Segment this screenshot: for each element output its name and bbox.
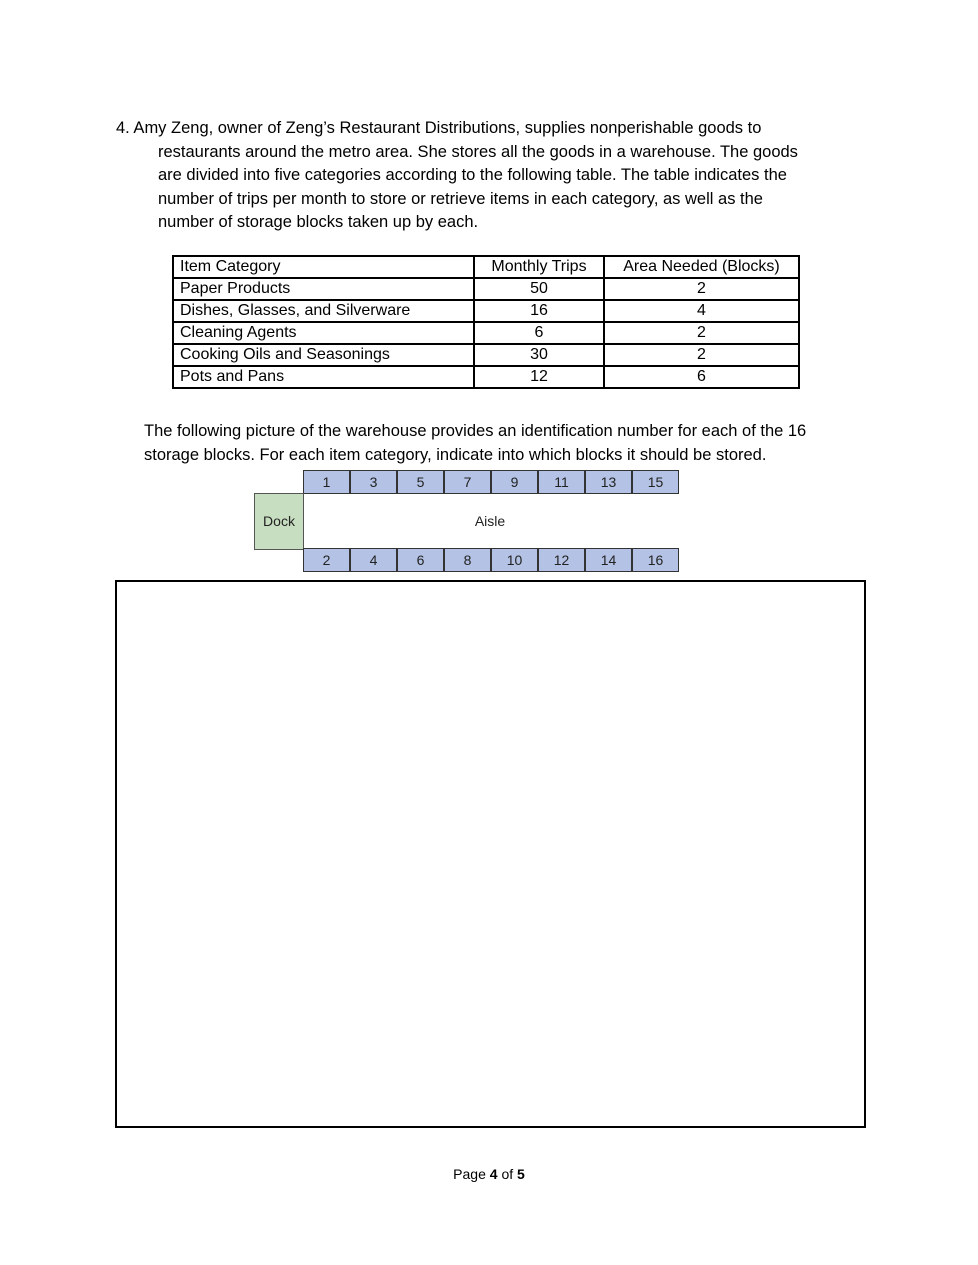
question-text bbox=[116, 117, 846, 235]
table-header-row bbox=[173, 256, 799, 278]
question-line: restaurants around the metro area. She stores all the goods in a warehouse. The goods bbox=[158, 142, 798, 161]
page-footer bbox=[0, 1166, 978, 1182]
table-row bbox=[173, 366, 799, 388]
table-header-cell: Area Needed (Blocks) bbox=[604, 256, 799, 278]
table-row bbox=[173, 278, 799, 300]
instructions-line: storage blocks. For each item category, indicate into which blocks it should be stored. bbox=[144, 445, 767, 464]
table-row bbox=[173, 344, 799, 366]
storage-block: 10 bbox=[491, 548, 538, 572]
table-cell: 2 bbox=[604, 278, 799, 300]
question-line: are divided into five categories according to the following table. The table indicates the bbox=[158, 166, 787, 184]
table-cell: 6 bbox=[474, 322, 604, 344]
question-line: number of storage blocks taken up by each. bbox=[158, 213, 479, 231]
total-pages: 5 bbox=[517, 1166, 525, 1182]
question-line: number of trips per month to store or retrieve items in each category, as well as the bbox=[158, 189, 763, 208]
storage-block: 9 bbox=[491, 470, 538, 494]
table-cell: 12 bbox=[474, 366, 604, 388]
storage-block: 7 bbox=[444, 470, 491, 494]
storage-block: 16 bbox=[632, 548, 679, 572]
aisle-area: Aisle bbox=[474, 513, 506, 529]
table-cell: Cleaning Agents bbox=[173, 322, 474, 344]
table-cell: 30 bbox=[474, 344, 604, 366]
storage-block: 2 bbox=[303, 548, 350, 572]
table-cell: Paper Products bbox=[173, 278, 474, 300]
storage-block: 14 bbox=[585, 548, 632, 572]
table-header-cell: Item Category bbox=[173, 256, 474, 278]
storage-block: 5 bbox=[397, 470, 444, 494]
table-header-cell: Monthly Trips bbox=[474, 256, 604, 278]
storage-block: 6 bbox=[397, 548, 444, 572]
page-label: Page bbox=[453, 1166, 486, 1182]
table-cell: 6 bbox=[604, 366, 799, 388]
storage-block: 8 bbox=[444, 548, 491, 572]
table-cell: Pots and Pans bbox=[173, 366, 474, 388]
item-category-table bbox=[172, 255, 800, 389]
page-of-label: of bbox=[501, 1166, 514, 1182]
storage-block: 12 bbox=[538, 548, 585, 572]
instructions-line: The following picture of the warehouse provides an identification number for each of the 16 bbox=[144, 422, 807, 440]
storage-block: 1 bbox=[303, 470, 350, 494]
answer-box[interactable] bbox=[115, 580, 866, 1128]
table-cell: 2 bbox=[604, 344, 799, 366]
table-cell: 4 bbox=[604, 300, 799, 322]
current-page: 4 bbox=[489, 1166, 498, 1182]
table-cell: 16 bbox=[474, 300, 604, 322]
instructions-text bbox=[144, 420, 884, 467]
table-cell: Cooking Oils and Seasonings bbox=[173, 344, 474, 366]
table-row bbox=[173, 300, 799, 322]
storage-block: 4 bbox=[350, 548, 397, 572]
table-cell: 2 bbox=[604, 322, 799, 344]
dock-area: Dock bbox=[254, 493, 304, 550]
table-row bbox=[173, 322, 799, 344]
question-line: 4. Amy Zeng, owner of Zeng’s Restaurant Distributions, supplies nonperishable goods to bbox=[116, 119, 762, 137]
storage-block: 11 bbox=[538, 470, 585, 494]
table-cell: Dishes, Glasses, and Silverware bbox=[173, 300, 474, 322]
storage-block: 15 bbox=[632, 470, 679, 494]
storage-block: 13 bbox=[585, 470, 632, 494]
storage-block: 3 bbox=[350, 470, 397, 494]
table-cell: 50 bbox=[474, 278, 604, 300]
